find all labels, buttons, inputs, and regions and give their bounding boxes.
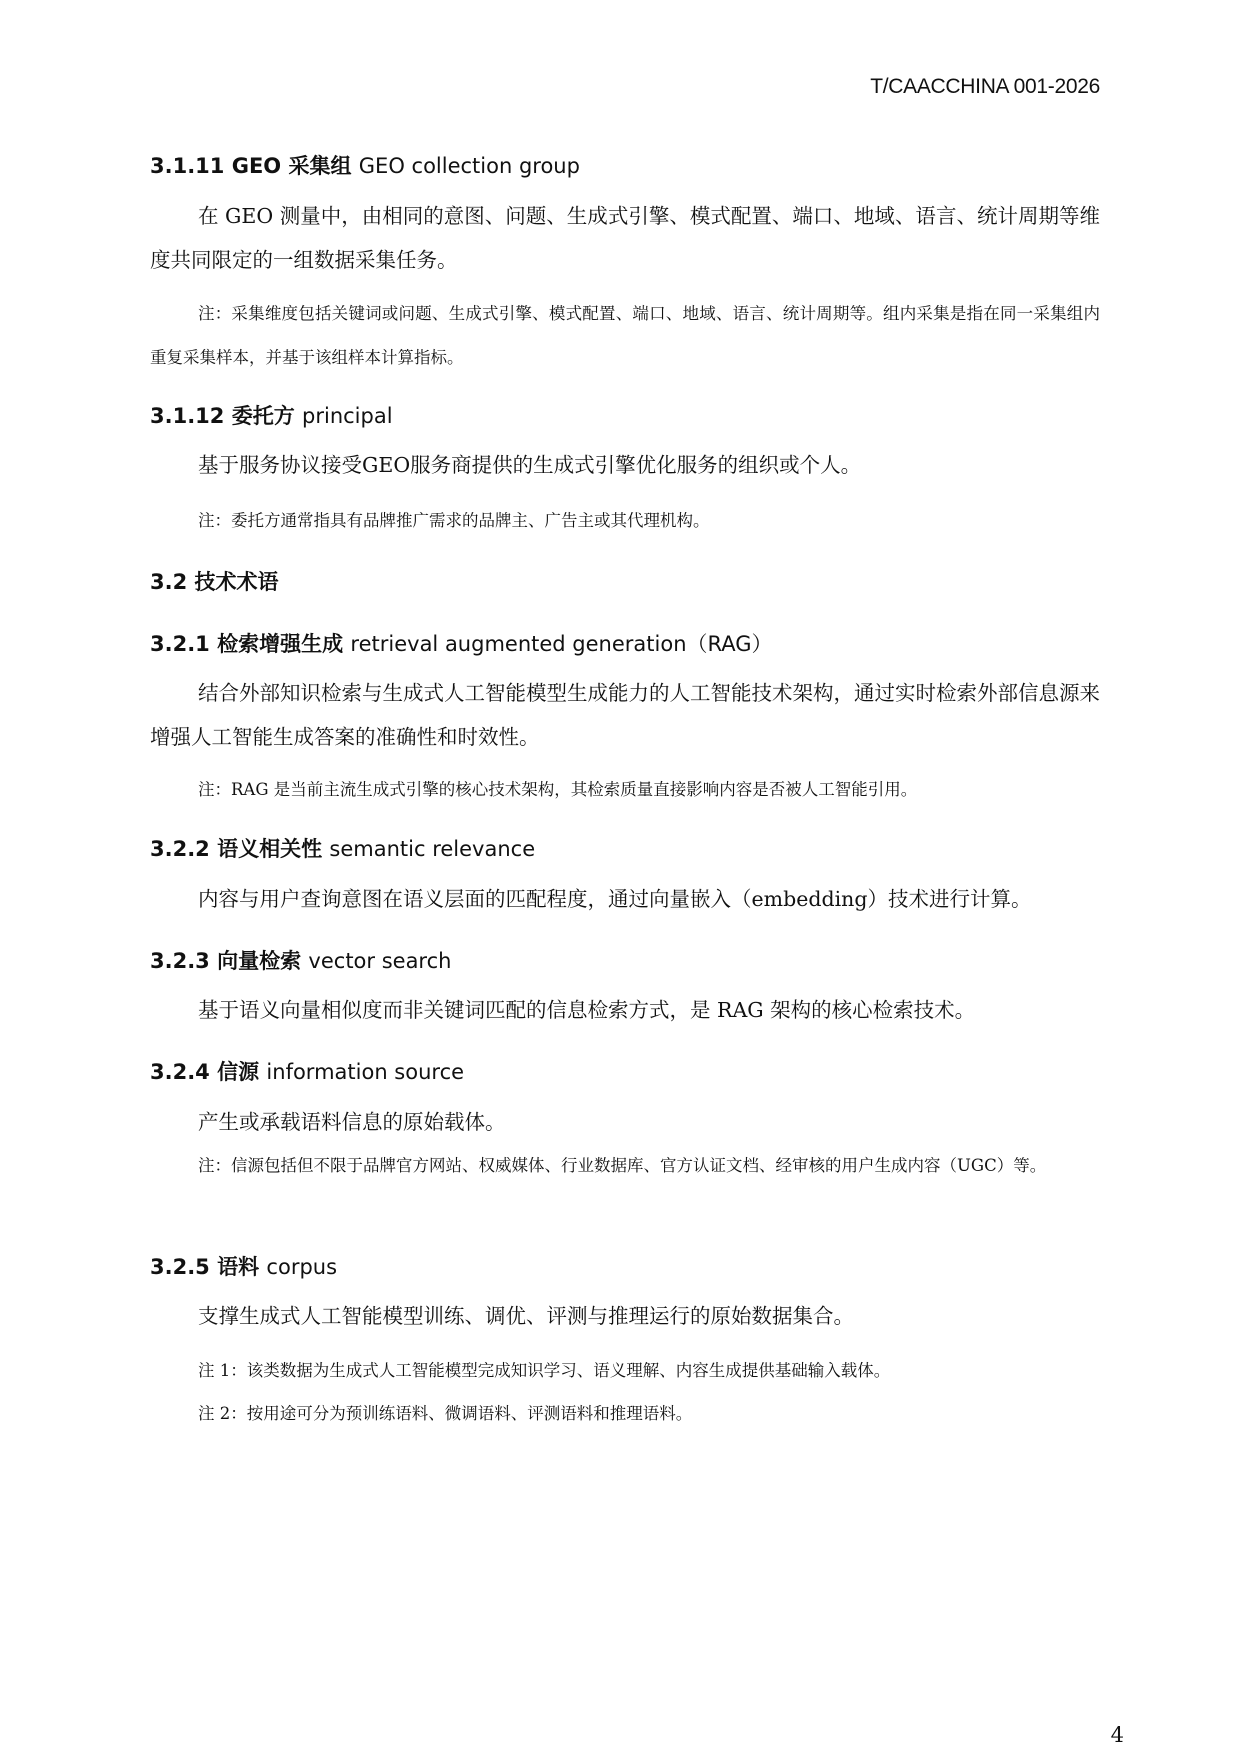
- note-text: 注：委托方通常指具有品牌推广需求的品牌主、广告主或其代理机构。: [198, 511, 710, 530]
- section-number: 3.2.5: [150, 1255, 210, 1279]
- section-title-en: semantic relevance: [329, 837, 536, 861]
- note-text: 注：采集维度包括关键词或问题、生成式引擎、模式配置、端口、地域、语言、统计周期等。组内采集是指在同一采集组内重复采集样本，并基于该组样本计算指标。: [150, 304, 1100, 367]
- section-number: 3.1.11: [150, 154, 225, 178]
- section-number: 3.2.2: [150, 837, 210, 861]
- section-title-en: principal: [302, 404, 393, 428]
- section-title-zh: 检索增强生成: [217, 632, 344, 656]
- section-title-en: corpus: [266, 1255, 338, 1279]
- section-title-en: vector search: [308, 949, 452, 973]
- section-heading-3-2-2: [150, 833, 535, 863]
- definition-text: 产生或承载语料信息的原始载体。: [198, 1110, 506, 1134]
- definition-text: 支撑生成式人工智能模型训练、调优、评测与推理运行的原始数据集合。: [198, 1304, 854, 1328]
- definition-text: 内容与用户查询意图在语义层面的匹配程度，通过向量嵌入（embedding）技术进行计算。: [198, 887, 1032, 911]
- definition-text: 结合外部知识检索与生成式人工智能模型生成能力的人工智能技术架构，通过实时检索外部信息源来增强人工智能生成答案的准确性和时效性。: [150, 681, 1100, 749]
- page-number: 4: [1110, 1723, 1124, 1747]
- section-number: 3.2.1: [150, 632, 210, 656]
- section-number: 3.2: [150, 570, 188, 594]
- section-title-zh: 委托方: [231, 404, 295, 428]
- note-text: 注：信源包括但不限于品牌官方网站、权威媒体、行业数据库、官方认证文档、经审核的用户生成内容（UGC）等。: [198, 1156, 1047, 1175]
- section-heading-3-2-3: [150, 945, 451, 975]
- definition-text: 基于语义向量相似度而非关键词匹配的信息检索方式，是 RAG 架构的核心检索技术。: [198, 998, 976, 1022]
- section-heading-3-2-1: [150, 628, 773, 658]
- note-text-2: 注 2：按用途可分为预训练语料、微调语料、评测语料和推理语料。: [198, 1404, 693, 1423]
- section-title-zh: GEO 采集组: [231, 154, 352, 178]
- section-title-zh: 信源: [217, 1060, 260, 1084]
- section-title-zh: 语料: [217, 1255, 260, 1279]
- definition-text: 基于服务协议接受GEO服务商提供的生成式引擎优化服务的组织或个人。: [198, 453, 862, 477]
- section-title-en: retrieval augmented generation（RAG）: [350, 632, 773, 656]
- definition-text: 在 GEO 测量中，由相同的意图、问题、生成式引擎、模式配置、端口、地域、语言、统计周期等维度共同限定的一组数据采集任务。: [150, 204, 1100, 272]
- section-title-zh: 技术术语: [194, 570, 279, 594]
- section-title-en: GEO collection group: [358, 154, 580, 178]
- section-title-en: information source: [266, 1060, 465, 1084]
- section-title-zh: 语义相关性: [217, 837, 323, 861]
- note-text-1: 注 1：该类数据为生成式人工智能模型完成知识学习、语义理解、内容生成提供基础输入载体。: [198, 1361, 891, 1380]
- section-number: 3.2.3: [150, 949, 210, 973]
- note-text: 注：RAG 是当前主流生成式引擎的核心技术架构，其检索质量直接影响内容是否被人工智能引用。: [198, 780, 918, 799]
- document-code: T/CAACCHINA 001-2026: [870, 75, 1100, 98]
- section-title-zh: 向量检索: [217, 949, 302, 973]
- section-heading-3-1-12: [150, 400, 393, 430]
- section-heading-3-1-11: [150, 150, 580, 180]
- section-number: 3.1.12: [150, 404, 225, 428]
- section-heading-3-2-5: [150, 1251, 337, 1281]
- section-heading-3-2: [150, 566, 279, 596]
- section-number: 3.2.4: [150, 1060, 210, 1084]
- section-heading-3-2-4: [150, 1056, 464, 1086]
